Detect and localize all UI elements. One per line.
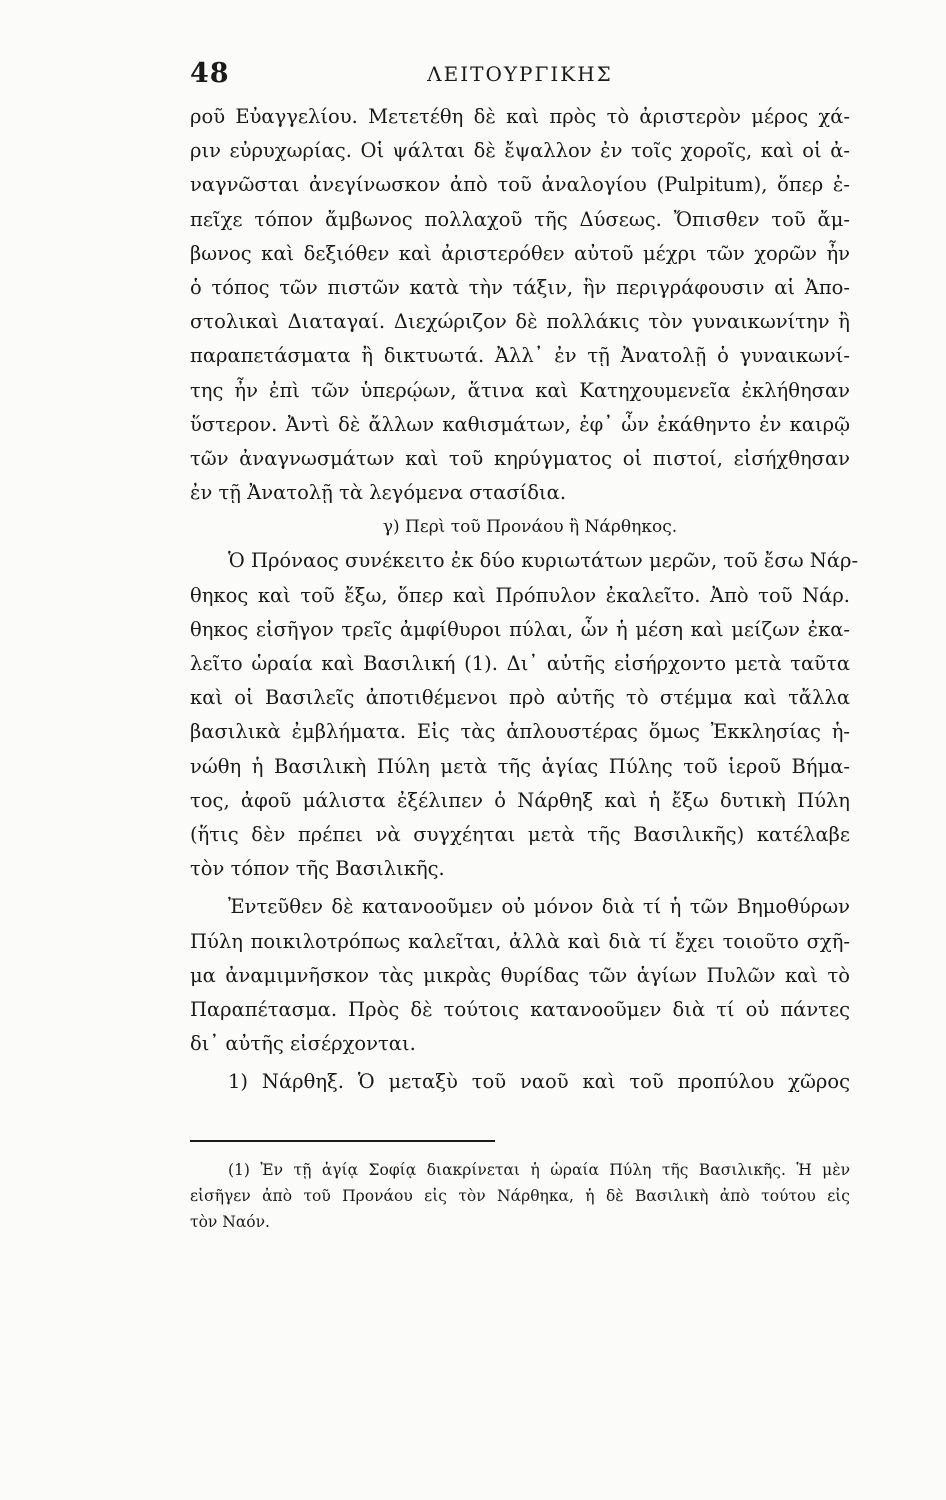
text-line: στολικαὶ Διαταγαί. Διεχώριζον δὲ πολλάκις τὸν γυναικωνίτην ἢ [190,310,850,334]
page-number: 48 [190,58,230,89]
paragraph-2 [190,544,859,886]
text-line: τὸν τόπον τῆς Βασιλικῆς. [190,857,445,881]
text-line: λεῖτο ὡραία καὶ Βασιλική (1). Δι᾽ αὐτῆς εἰσήρχοντο μετὰ ταῦτα [190,652,850,676]
text-line: θηκος καὶ τοῦ ἔξω, ὅπερ καὶ Πρόπυλον ἐκαλεῖτο. Ἀπὸ τοῦ Νάρ. [190,583,850,607]
text-line: 1) Νάρθηξ. Ὁ μεταξὺ τοῦ ναοῦ καὶ τοῦ προπύλου χῶρος [228,1070,850,1094]
text-line: Ὁ Πρόναος συνέκειτο ἐκ δύο κυριωτάτων μερῶν, τοῦ ἔσω Νάρ- [228,549,859,573]
text-line: ὁ τόπος τῶν πιστῶν κατὰ τὴν τάξιν, ἣν περιγράφουσιν αἱ Ἀπο- [190,276,850,300]
text-line: τῶν ἀναγνωσμάτων καὶ τοῦ κηρύγματος οἱ πιστοί, εἰσήχθησαν [190,447,850,471]
page-header [190,58,850,92]
text-line: (ἥτις δὲν πρέπει νὰ συγχέηται μετὰ τῆς Βασιλικῆς) κατέλαβε [190,823,850,847]
text-line: ριν εὐρυχωρίας. Οἱ ψάλται δὲ ἔψαλλον ἐν τοῖς χοροῖς, καὶ οἱ ἀ- [190,139,850,163]
text-line: νώθη ἡ Βασιλικὴ Πύλη μετὰ τῆς ἁγίας Πύλης τοῦ ἱεροῦ Βήμα- [190,754,850,778]
running-head: ΛΕΙΤΟΥΡΓΙΚΗΣ [427,62,613,86]
footnote-line: εἰσῆγεν ἀπὸ τοῦ Προνάου εἰς τὸν Νάρθηκα, ἡ δὲ Βασιλικὴ ἀπὸ τούτου εἰς [190,1187,850,1205]
footnote-line: (1) Ἐν τῇ ἁγίᾳ Σοφίᾳ διακρίνεται ἡ ὡραία Πύλη τῆς Βασιλικῆς. Ἡ μὲν [228,1161,850,1179]
paragraph-4 [190,1065,850,1099]
text-line: Ἐντεῦθεν δὲ κατανοοῦμεν οὐ μόνον διὰ τί ἡ τῶν Βημοθύρων [228,895,850,919]
paragraph-3 [190,890,850,1061]
text-line: βωνος καὶ δεξιόθεν καὶ ἀριστερόθεν αὐτοῦ μέχρι τῶν χορῶν ἦν [190,241,850,265]
text-line: βασιλικὰ ἐμβλήματα. Εἰς τὰς ἁπλουστέρας ὅμως Ἐκκλησίας ἡ- [190,720,850,744]
text-line: μα ἀναμιμνῆσκον τὰς μικρὰς θυρίδας τῶν ἁγίων Πυλῶν καὶ τὸ [190,963,850,987]
section-subheading: γ) Περὶ τοῦ Προνάου ἢ Νάρθηκος. [382,517,678,538]
text-line: καὶ οἱ Βασιλεῖς ἀποτιθέμενοι πρὸ αὐτῆς τὸ στέμμα καὶ τἄλλα [190,686,850,710]
footnotes [190,1157,850,1235]
text-line: Πύλη ποικιλοτρόπως καλεῖται, ἀλλὰ καὶ διὰ τί ἔχει τοιοῦτο σχῆ- [190,929,850,953]
main-text [190,100,859,1100]
text-line: παραπετάσματα ἢ δικτυωτά. Ἀλλ᾽ ἐν τῇ Ἀνατολῇ ὁ γυναικωνί- [190,344,850,368]
text-line: τος, ἀφοῦ μάλιστα ἐξέλιπεν ὁ Νάρθηξ καὶ ἡ ἔξω δυτικὴ Πύλη [190,788,850,812]
text-line: πεῖχε τόπον ἄμβωνος πολλαχοῦ τῆς Δύσεως. Ὄπισθεν τοῦ ἄμ- [190,207,850,231]
text-line: Παραπέτασμα. Πρὸς δὲ τούτοις κατανοοῦμεν διὰ τί οὐ πάντες [190,998,850,1022]
text-line: ναγνῶσται ἀνεγίνωσκον ἀπὸ τοῦ ἀναλογίου (Pulpitum), ὅπερ ἐ- [190,173,850,197]
text-line: ὕστερον. Ἀντὶ δὲ ἄλλων καθισμάτων, ἐφ᾽ ὧν ἐκάθηντο ἐν καιρῷ [190,412,850,436]
paragraph-1 [190,100,850,510]
text-line: ροῦ Εὐαγγελίου. Μετετέθη δὲ καὶ πρὸς τὸ ἀριστερὸν μέρος χά- [190,105,850,128]
text-line: ἐν τῇ Ἀνατολῇ τὰ λεγόμενα στασίδια. [190,481,567,505]
footnote-line: τὸν Ναόν. [190,1213,270,1231]
text-line: της ἦν ἐπὶ τῶν ὑπερῴων, ἅτινα καὶ Κατηχουμενεῖα ἐκλήθησαν [190,378,850,402]
text-line: θηκος εἰσῆγον τρεῖς ἀμφίθυροι πύλαι, ὧν ἡ μέση καὶ μείζων ἐκα- [190,617,850,641]
footnote-rule [190,1140,495,1142]
text-line: δι᾽ αὐτῆς εἰσέρχονται. [190,1032,416,1056]
